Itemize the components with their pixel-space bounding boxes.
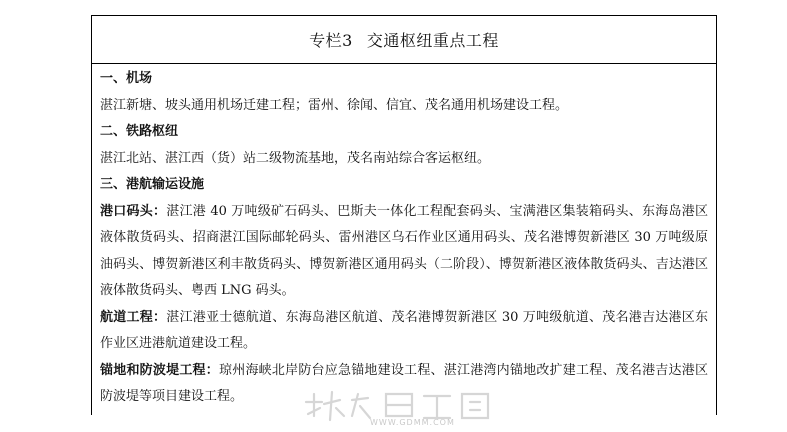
paragraph-lead: 锚地和防波堤工程： xyxy=(100,362,219,378)
paragraph-lead: 港口码头： xyxy=(100,203,167,219)
section-paragraph-channels xyxy=(100,305,708,358)
watermark-url: WWW.GDMM.COM xyxy=(370,418,455,427)
paragraph-text: 琼州海峡北岸防台应急锚地建设工程、湛江港湾内锚地改扩建工程、茂名港吉达港区防波堤等项目建设工程。 xyxy=(100,362,708,404)
section-paragraph-ports xyxy=(100,199,708,305)
feature-box xyxy=(91,15,717,415)
paragraph-lead: 航道工程： xyxy=(100,309,167,325)
section-heading-port: 三、港航输运设施 xyxy=(100,177,205,192)
box-content xyxy=(92,64,716,411)
box-title-label: 专栏3 xyxy=(309,31,353,50)
section-paragraph xyxy=(100,93,708,120)
box-title xyxy=(92,16,716,64)
section-paragraph xyxy=(100,146,708,173)
paragraph-text: 湛江北站、湛江西（货）站二级物流基地，茂名南站综合客运枢纽。 xyxy=(100,150,491,166)
box-title-text: 交通枢纽重点工程 xyxy=(366,31,499,50)
paragraph-text: 湛江港亚士德航道、东海岛港区航道、茂名港博贺新港区 30 万吨级航道、茂名港吉达港区东作业区进港航道建设工程。 xyxy=(100,309,708,351)
paragraph-text: 湛江港 40 万吨级矿石码头、巴斯夫一体化工程配套码头、宝满港区集装箱码头、东海岛港区液体散货码头、招商湛江国际邮轮码头、雷州港区乌石作业区通用码头、茂名港博贺新港区 30 万吨级原油码头、博贺新港区利丰散货码头、博贺新港区通用码头（二阶段）、博贺新港区液体散货码头、吉达港区液体散货码头、粤西 LNG 码头。 xyxy=(100,203,708,298)
section-heading-airport: 一、机场 xyxy=(100,71,153,86)
section-heading-railway: 二、铁路枢纽 xyxy=(100,124,179,139)
section-paragraph-anchorage xyxy=(100,358,708,411)
paragraph-text: 湛江新塘、坡头通用机场迁建工程；雷州、徐闻、信宜、茂名通用机场建设工程。 xyxy=(100,97,569,113)
